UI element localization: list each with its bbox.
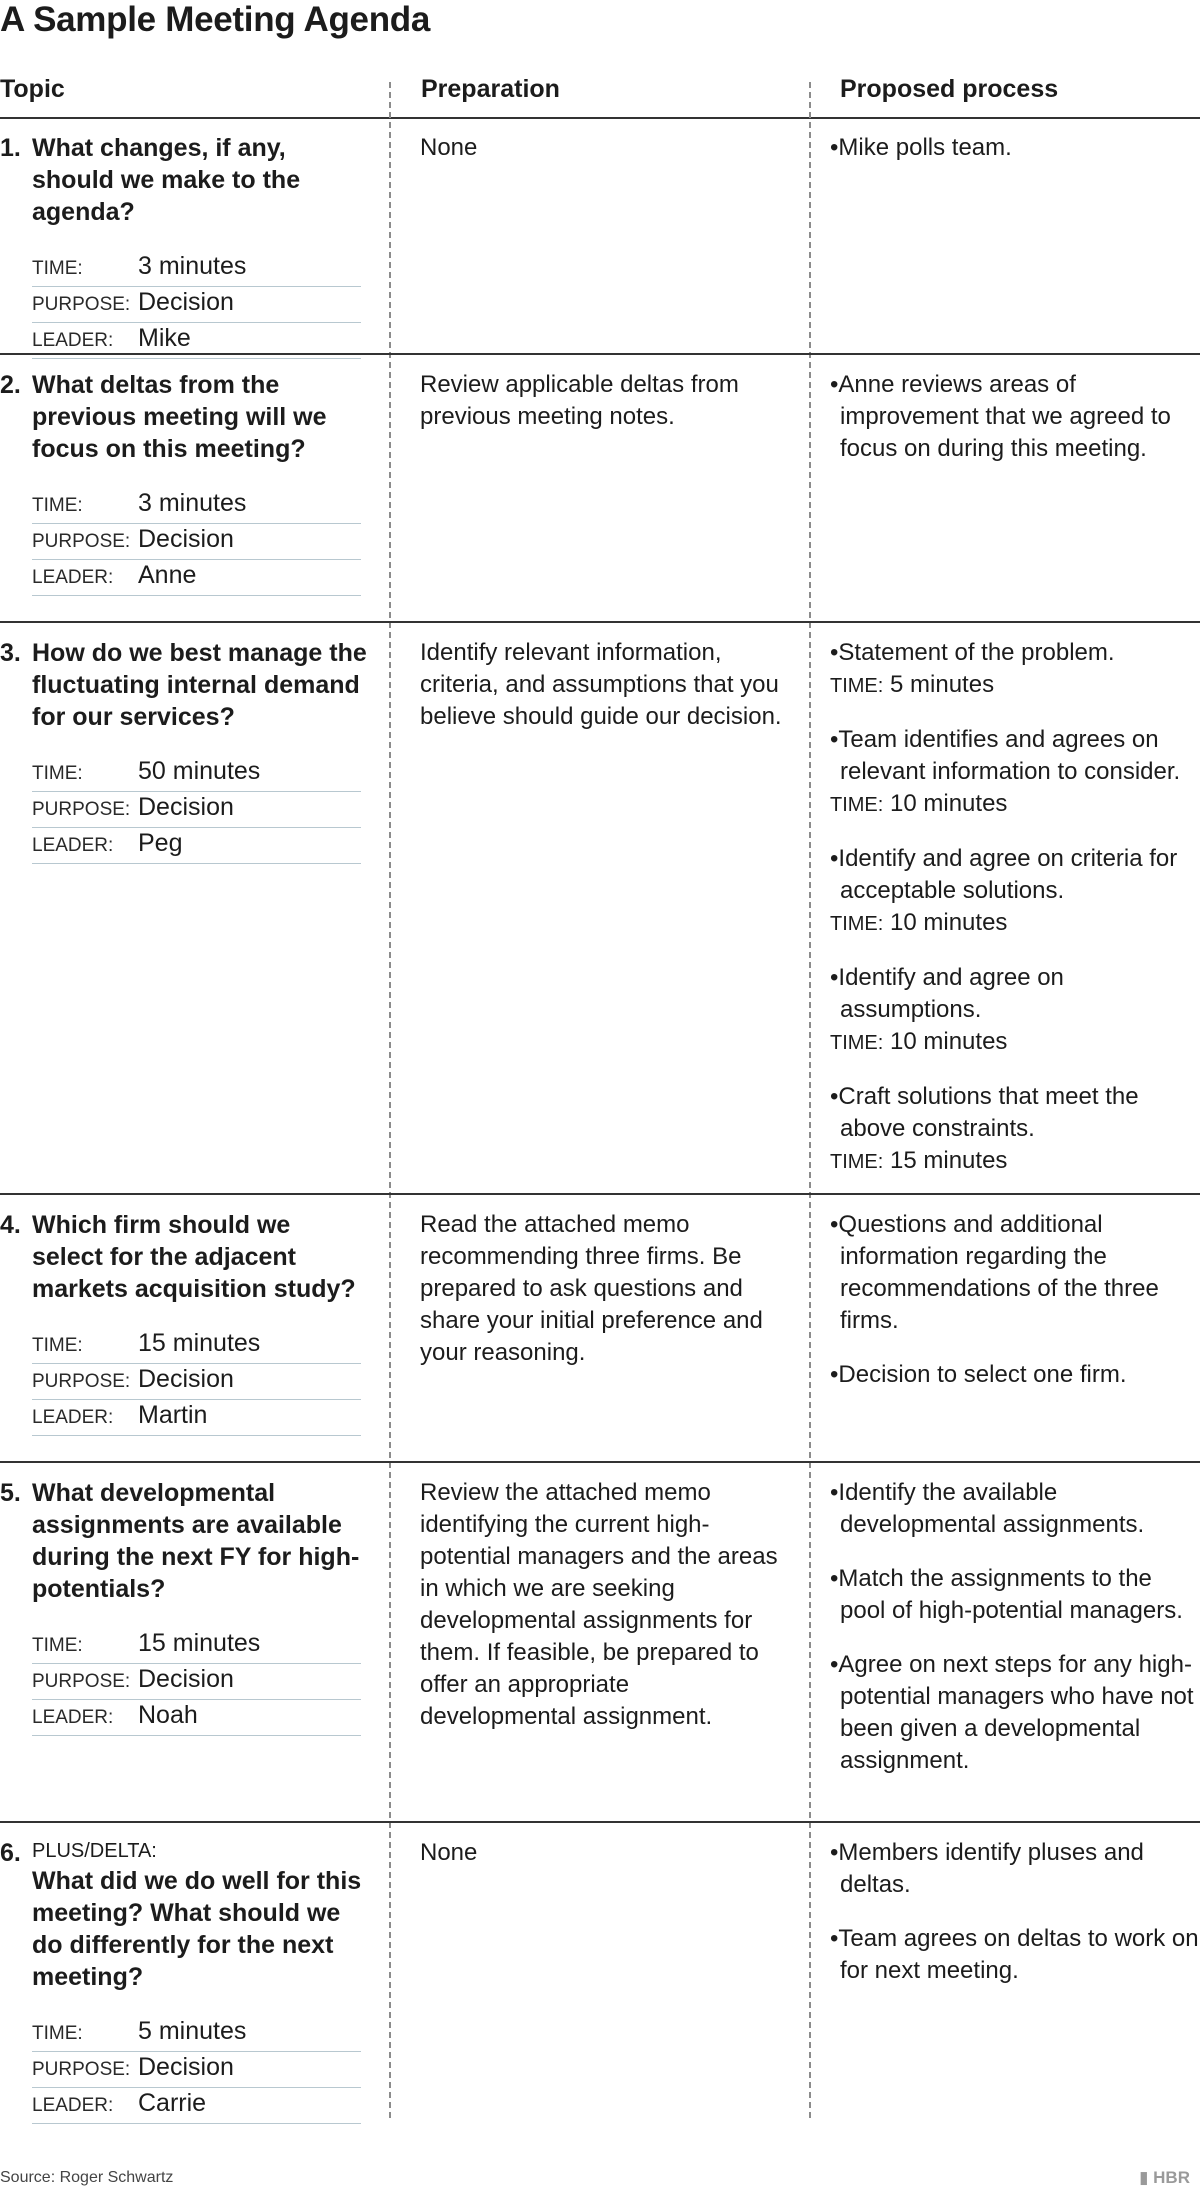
topic-cell — [32, 1209, 367, 1436]
topic-cell — [32, 1477, 367, 1736]
row-divider — [0, 1821, 1200, 1823]
purpose-label: PURPOSE: — [32, 531, 131, 552]
leader-label: LEADER: — [32, 835, 114, 856]
process-step — [830, 962, 1200, 1059]
topic-question: What did we do well for this meeting? What should we do differently for the next meeting? — [32, 1867, 362, 1991]
meta-leader — [32, 828, 361, 864]
topic-meta — [32, 1328, 361, 1436]
meta-time — [32, 2016, 361, 2052]
process-step: •Anne reviews areas of improvement that we agreed to focus on during this meeting. — [830, 371, 1171, 462]
leader-value: Peg — [138, 829, 183, 857]
page-title: A Sample Meeting Agenda — [0, 0, 431, 39]
process-step — [830, 843, 1200, 940]
purpose-value: Decision — [138, 793, 234, 821]
topic-meta — [32, 251, 361, 359]
process-cell — [830, 132, 1200, 186]
step-time-label: TIME: — [830, 913, 884, 935]
process-step-text: •Craft solutions that meet the above constraints. — [830, 1083, 1139, 1142]
leader-value: Martin — [138, 1401, 208, 1429]
purpose-label: PURPOSE: — [32, 294, 131, 315]
step-time-value: 10 minutes — [890, 1028, 1008, 1055]
purpose-value: Decision — [138, 2053, 234, 2081]
column-header-preparation: Preparation — [421, 75, 560, 103]
process-cell — [830, 1477, 1200, 1799]
step-time-label: TIME: — [830, 1032, 884, 1054]
process-step-time — [830, 1026, 1200, 1059]
preparation-text: Identify relevant information, criteria, and assumptions that you believe should guide our decision. — [420, 639, 782, 730]
hbr-logo — [1139, 2168, 1190, 2188]
meta-time — [32, 1328, 361, 1364]
leader-label: LEADER: — [32, 2095, 114, 2116]
process-step: •Match the assignments to the pool of high-potential managers. — [830, 1565, 1183, 1624]
process-step-time — [830, 669, 1200, 702]
purpose-value: Decision — [138, 1665, 234, 1693]
purpose-value: Decision — [138, 288, 234, 316]
step-time-value: 15 minutes — [890, 1147, 1008, 1174]
preparation-text: Review the attached memo identifying the current high-potential managers and the areas in which we are seeking developmental assignments for them. If feasible, be prepared to offer an appropriate developmental assignment. — [420, 1479, 778, 1730]
leader-value: Carrie — [138, 2089, 207, 2117]
time-value: 3 minutes — [138, 489, 247, 517]
source-credit: Source: Roger Schwartz — [0, 2169, 174, 2186]
meta-leader — [32, 2088, 361, 2124]
time-label: TIME: — [32, 1635, 83, 1656]
meta-leader — [32, 323, 361, 359]
process-step: •Members identify pluses and deltas. — [830, 1839, 1144, 1898]
preparation-text: None — [420, 1839, 478, 1866]
meta-leader — [32, 560, 361, 596]
step-time-value: 10 minutes — [890, 909, 1008, 936]
process-step — [830, 1081, 1200, 1178]
meta-purpose — [32, 524, 361, 560]
time-value: 5 minutes — [138, 2017, 247, 2045]
topic-question: What changes, if any, should we make to the agenda? — [32, 134, 301, 226]
topic-meta — [32, 2016, 361, 2124]
preparation-text: Review applicable deltas from previous meeting notes. — [420, 371, 739, 430]
meta-purpose — [32, 2052, 361, 2088]
process-step — [830, 637, 1200, 702]
topic-tag: PLUS/DELTA: — [32, 1840, 157, 1862]
topic-meta — [32, 756, 361, 864]
logo-mark-icon: ▮ — [1139, 2168, 1149, 2187]
meta-purpose — [32, 287, 361, 323]
column-header-process: Proposed process — [840, 75, 1059, 103]
time-label: TIME: — [32, 763, 83, 784]
leader-label: LEADER: — [32, 1407, 114, 1428]
process-step-time — [830, 1145, 1200, 1178]
meta-purpose — [32, 792, 361, 828]
process-step: •Questions and additional information regarding the recommendations of the three firms. — [830, 1211, 1159, 1334]
logo-text: HBR — [1153, 2168, 1190, 2187]
step-time-value: 5 minutes — [890, 671, 995, 698]
leader-value: Anne — [138, 561, 197, 589]
time-label: TIME: — [32, 2023, 83, 2044]
preparation-text: Read the attached memo recommending three firms. Be prepared to ask questions and share your initial preference and your reasoning. — [420, 1211, 763, 1366]
leader-label: LEADER: — [32, 1707, 114, 1728]
step-time-value: 10 minutes — [890, 790, 1008, 817]
time-label: TIME: — [32, 258, 83, 279]
process-step: •Team agrees on deltas to work on for next meeting. — [830, 1925, 1199, 1984]
meta-leader — [32, 1400, 361, 1436]
item-number: 3. — [0, 639, 21, 667]
step-time-label: TIME: — [830, 1151, 884, 1173]
header-divider — [0, 117, 1200, 119]
item-number: 2. — [0, 371, 21, 399]
row-divider — [0, 621, 1200, 623]
topic-question: How do we best manage the fluctuating internal demand for our services? — [32, 639, 367, 731]
process-step-time — [830, 788, 1200, 821]
step-time-label: TIME: — [830, 794, 884, 816]
time-value: 50 minutes — [138, 757, 261, 785]
topic-question: Which firm should we select for the adjacent markets acquisition study? — [32, 1211, 356, 1303]
time-label: TIME: — [32, 495, 83, 516]
time-value: 15 minutes — [138, 1329, 261, 1357]
topic-cell — [32, 369, 367, 596]
meta-time — [32, 1628, 361, 1664]
item-number: 1. — [0, 134, 21, 162]
process-step-text: •Team identifies and agrees on relevant information to consider. — [830, 726, 1181, 785]
process-step-time — [830, 907, 1200, 940]
time-value: 3 minutes — [138, 252, 247, 280]
item-number: 6. — [0, 1839, 21, 1867]
meta-purpose — [32, 1664, 361, 1700]
topic-cell — [32, 637, 367, 864]
column-divider — [809, 82, 811, 2118]
meta-time — [32, 756, 361, 792]
topic-meta — [32, 1628, 361, 1736]
process-cell — [830, 1837, 1200, 2009]
leader-value: Mike — [138, 324, 191, 352]
purpose-label: PURPOSE: — [32, 799, 131, 820]
meta-time — [32, 488, 361, 524]
process-step: •Mike polls team. — [830, 134, 1012, 161]
column-header-topic: Topic — [0, 75, 65, 103]
leader-label: LEADER: — [32, 567, 114, 588]
process-step-text: •Identify and agree on criteria for acceptable solutions. — [830, 845, 1178, 904]
item-number: 4. — [0, 1211, 21, 1239]
step-time-label: TIME: — [830, 675, 884, 697]
purpose-label: PURPOSE: — [32, 1371, 131, 1392]
process-cell — [830, 637, 1200, 1200]
leader-value: Noah — [138, 1701, 198, 1729]
meta-purpose — [32, 1364, 361, 1400]
process-step: •Agree on next steps for any high-potential managers who have not been given a developmental assignment. — [830, 1651, 1194, 1774]
purpose-value: Decision — [138, 1365, 234, 1393]
meta-leader — [32, 1700, 361, 1736]
process-step: •Decision to select one firm. — [830, 1361, 1127, 1388]
topic-question: What developmental assignments are available during the next FY for high-potentials? — [32, 1479, 360, 1603]
topic-cell — [32, 132, 367, 359]
process-step — [830, 724, 1200, 821]
leader-label: LEADER: — [32, 330, 114, 351]
topic-meta — [32, 488, 361, 596]
column-divider — [389, 82, 391, 2118]
process-step: •Identify the available developmental assignments. — [830, 1479, 1145, 1538]
process-step-text: •Identify and agree on assumptions. — [830, 964, 1064, 1023]
preparation-text: None — [420, 134, 478, 161]
row-divider — [0, 1461, 1200, 1463]
purpose-label: PURPOSE: — [32, 2059, 131, 2080]
topic-cell — [32, 1837, 367, 2124]
meta-time — [32, 251, 361, 287]
purpose-value: Decision — [138, 525, 234, 553]
time-label: TIME: — [32, 1335, 83, 1356]
time-value: 15 minutes — [138, 1629, 261, 1657]
process-step-text: •Statement of the problem. — [830, 639, 1115, 666]
topic-question: What deltas from the previous meeting will we focus on this meeting? — [32, 371, 327, 463]
process-cell — [830, 369, 1200, 487]
process-cell — [830, 1209, 1200, 1413]
item-number: 5. — [0, 1479, 21, 1507]
purpose-label: PURPOSE: — [32, 1671, 131, 1692]
